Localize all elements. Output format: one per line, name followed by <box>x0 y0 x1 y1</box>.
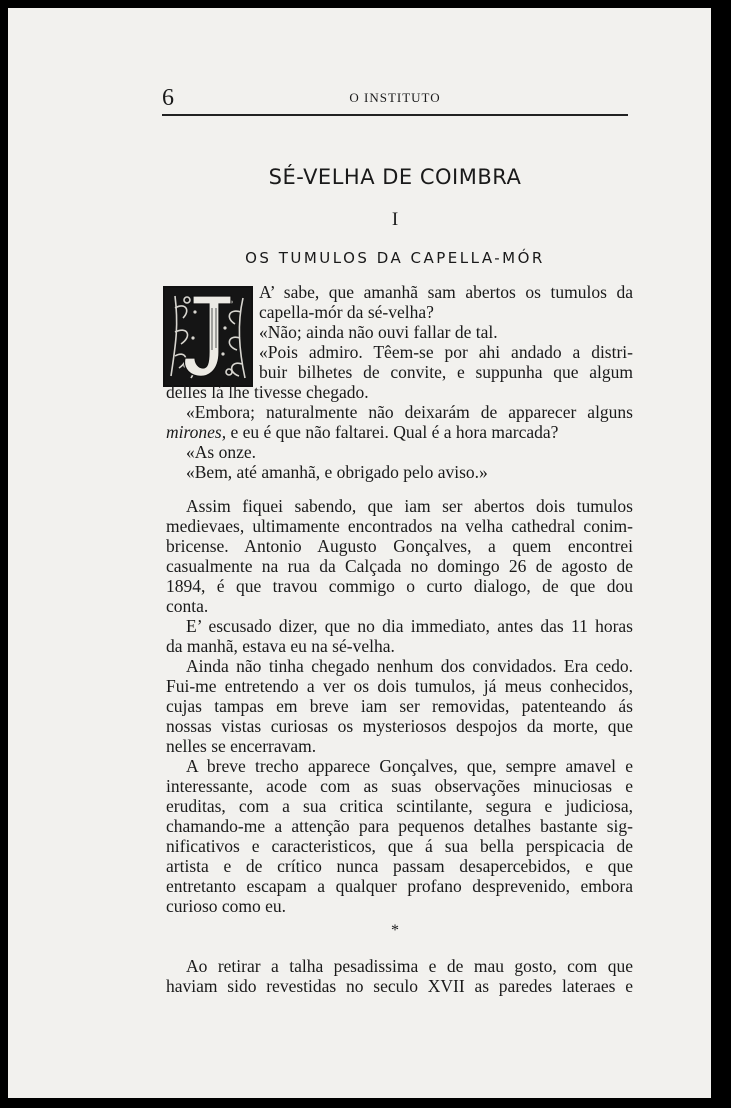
paragraph-line: eruditas, com a sua critica scintilante, segura e judiciosa, <box>166 796 633 816</box>
decorated-initial-icon <box>163 286 253 387</box>
paragraph-line: Fui-me entretendo a ver os dois tumulos, já meus conhecidos, <box>166 676 633 696</box>
dialogue-line: «Não; ainda não ouvi fallar de tal. <box>259 322 498 342</box>
paragraph-line: A breve trecho apparece Gonçalves, que, sempre amavel e <box>186 756 633 776</box>
dialogue-line: «Pois admiro. Têem-se por ahi andado a distri- <box>259 342 633 362</box>
paragraph-line: Assim fiquei sabendo, que iam ser abertos dois tumulos <box>186 496 633 516</box>
paragraph-line: conta. <box>166 596 209 616</box>
paragraph-line: artista e de crítico nunca passam desapercebidos, e que <box>166 856 633 876</box>
paragraph-line: nossas vistas curiosas os mysteriosos despojos da morte, que <box>166 716 633 736</box>
paragraph-line: chamando-me a attenção para pequenos detalhes bastante sig- <box>166 816 633 836</box>
dialogue-line: «As onze. <box>186 442 256 462</box>
dialogue-line: delles lá lhe tivesse chegado. <box>166 382 369 402</box>
dialogue-line: «Bem, até amanhã, e obrigado pelo aviso.» <box>186 462 488 482</box>
page-header <box>162 84 628 112</box>
dialogue-line: «Embora; naturalmente não deixarám de apparecer alguns <box>186 402 633 422</box>
paragraph-line: cujas tampas em breve iam ser removidas, patenteando ás <box>166 696 633 716</box>
ornament-foliage-icon <box>165 288 251 385</box>
paragraph-line: interessante, acode com as suas observações minuciosas e <box>166 776 633 796</box>
section-separator: * <box>391 922 399 939</box>
paragraph-line: entretanto escapam a qualquer profano desprevenido, embora <box>166 876 633 896</box>
italic-word: mirones, <box>166 422 227 442</box>
paragraph-line: E’ escusado dizer, que no dia immediato, antes das 11 horas <box>186 616 633 636</box>
dialogue-line: buir bilhetes de convite, e suppunha que algum <box>259 362 633 382</box>
paragraph-line: medievaes, ultimamente encontrados na velha cathedral conim- <box>166 516 633 536</box>
book-page <box>8 8 711 1098</box>
section-number: I <box>391 209 399 230</box>
paragraph-line: curioso como eu. <box>166 896 287 916</box>
paragraph-line: bricense. Antonio Augusto Gonçalves, a quem encontrei <box>166 536 633 556</box>
dialogue-line: A’ sabe, que amanhã sam abertos os tumulos da <box>259 282 633 302</box>
paragraph-line: Ao retirar a talha pesadissima e de mau gosto, com que <box>186 956 633 976</box>
running-title: O INSTITUTO <box>349 90 441 105</box>
dialogue-line <box>166 422 558 442</box>
dialogue-line: capella-mór da sé-velha? <box>259 302 434 322</box>
paragraph-line: nelles se encerravam. <box>166 736 317 756</box>
paragraph-line: nificativos e caracteristicos, que á sua bella perspicacia de <box>166 836 633 856</box>
page-number: 6 <box>162 85 174 111</box>
paragraph-line: haviam sido revestidas no seculo XVII as paredes lateraes e <box>166 976 633 996</box>
header-rule <box>162 114 628 116</box>
section-title: OS TUMULOS DA CAPELLA-MÓR <box>245 249 545 267</box>
paragraph-line: casualmente na rua da Calçada no domingo 26 de agosto de <box>166 556 633 576</box>
paragraph-line: 1894, é que travou commigo o curto dialogo, de que dou <box>166 576 633 596</box>
article-title: SÉ-VELHA DE COIMBRA <box>268 165 522 189</box>
paragraph-line: Ainda não tinha chegado nenhum dos convidados. Era cedo. <box>186 656 633 676</box>
dialogue-line-rest: e eu é que não faltarei. Qual é a hora marcada? <box>226 422 559 442</box>
paragraph-line: da manhã, estava eu na sé-velha. <box>166 636 395 656</box>
